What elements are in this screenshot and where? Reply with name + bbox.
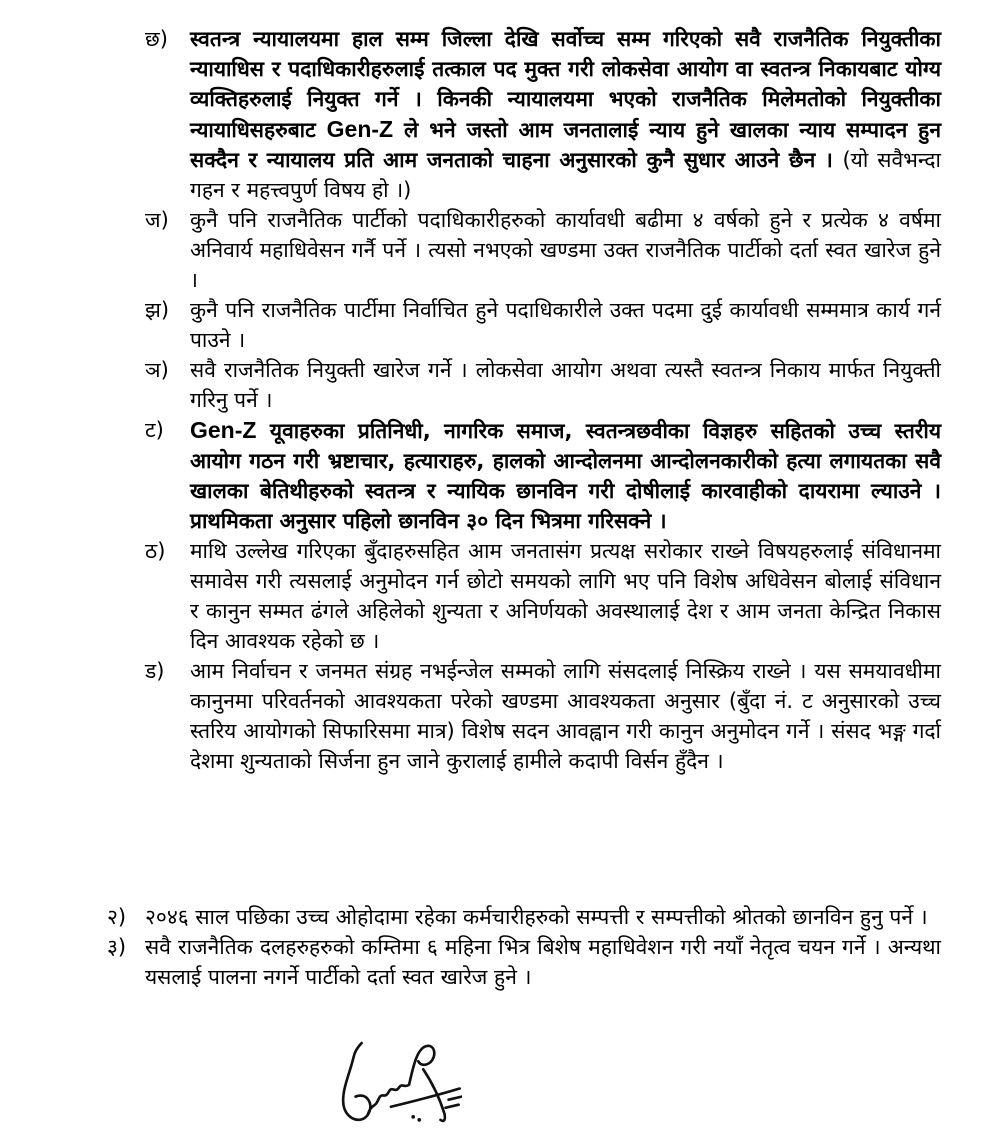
text-segment: कुनै पनि राजनैतिक पार्टीको पदाधिकारीहरुको कार्यावधी बढीमा ४ वर्षको हुने र प्रत्येक ४ वर्षमा अनिवार्य महाधिवेसन गर्नै पर्ने । त्यसो नभएको खण्डमा उक्त राजनैतिक पार्टीको दर्ता स्वत खारेज हुने । — [190, 208, 941, 292]
list-item-ta — [145, 415, 941, 536]
item-text-chha — [190, 24, 941, 205]
list-item-da — [145, 656, 941, 776]
item-marker-nya: ञ) — [145, 358, 169, 382]
item-marker-da: ड) — [145, 659, 165, 683]
item-text-nya — [190, 355, 941, 415]
text-segment: सवै राजनैतिक दलहरुहरुको कम्तिमा ६ महिना भित्र बिशेष महाधिवेशन गरी नयाँ नेतृत्व चयन गर्ने । अन्यथा यसलाई पालना नगर्ने पार्टीको दर्ता स्वत खारेज हुने । — [145, 935, 941, 989]
item-marker-jha: झ) — [145, 298, 170, 322]
item-marker-ja: ज) — [145, 208, 169, 232]
text-segment: कुनै पनि राजनैतिक पार्टीमा निर्वाचित हुने पदाधिकारीले उक्त पदमा दुई कार्यावधी सम्ममात्र कार्य गर्न पाउने । — [190, 298, 941, 352]
list-item-chha — [145, 24, 941, 205]
item-marker-tha: ठ) — [145, 539, 166, 563]
signature-icon — [330, 1036, 462, 1132]
item-marker-ta: ट) — [145, 418, 164, 442]
item-text-ja — [190, 205, 941, 295]
list-item-tha — [145, 536, 941, 656]
text-segment: सवै राजनैतिक नियुक्ती खारेज गर्ने । लोकसेवा आयोग अथवा त्यस्तै स्वतन्त्र निकाय मार्फत नियुक्ती गरिनु पर्ने । — [190, 358, 941, 412]
item-text-two — [145, 902, 941, 932]
text-segment: माथि उल्लेख गरिएका बुँदाहरुसहित आम जनतासंग प्रत्यक्ष सरोकार राख्ने विषयहरुलाई संविधानमा समावेस गरी त्यसलाई अनुमोदन गर्न छोटो समयको लागि भए पनि विशेष अधिवेसन बोलाई संविधान र कानुन सम्मत ढंगले अहिलेको शुन्यता र अनिर्णयको अवस्थालाई देश र आम जनता केन्द्रित निकास दिन आवश्यक रहेको छ । — [190, 539, 941, 653]
text-segment: Gen-Z — [190, 417, 257, 443]
list-item-two — [107, 902, 941, 932]
text-segment: (यो सवैभन्दा गहन र महत्त्वपुर्ण विषय हो ।) — [190, 148, 941, 202]
item-text-three — [145, 932, 941, 992]
text-segment: आम निर्वाचन र जनमत संग्रह नभईन्जेल सम्मको लागि संसदलाई निस्क्रिय राख्ने । यस समयावधीमा कानुनमा परिवर्तनको आवश्यकता परेको खण्डमा आवश्यकता अनुसार (बुँदा नं. ट अनुसारको उच्च स्तरिय आयोगको सिफारिसमा मात्र) विशेष सदन आवह्वान गरी कानुन अनुमोदन गर्ने । संसद भङ्ग गर्दा देशमा शुन्यताको सिर्जना हुन जाने कुरालाई हामीले कदापी विर्सन हुँदैन । — [190, 659, 941, 773]
item-text-da — [190, 656, 941, 776]
list-item-three — [107, 932, 941, 992]
list-item-jha — [145, 295, 941, 355]
item-marker-three: ३) — [107, 935, 127, 959]
item-text-jha — [190, 295, 941, 355]
text-segment: स्वतन्त्र न्यायालयमा हाल सम्म जिल्ला देखि सर्वोच्च सम्म गरिएको सवै राजनैतिक नियुक्तीका न्यायाधिस र पदाधिकारीहरुलाई तत्काल पद मुक्त गरी लोकसेवा आयोग वा स्वतन्त्र निकायबाट योग्य व्यक्तिहरुलाई नियुक्त गर्ने । किनकी न्यायालयमा भएको राजनैतिक मिलेमतोको नियुक्तीका न्यायाधिसहरुबाट — [190, 27, 941, 142]
item-marker-chha: छ) — [145, 27, 168, 51]
text-segment: २०४६ साल पछिका उच्च ओहोदामा रहेका कर्मचारीहरुको सम्पत्ती र सम्पत्तीको श्रोतको छानविन हुनु पर्ने । — [145, 905, 928, 929]
text-segment: ले भने जस्तो आम जनतालाई न्याय हुने खालका न्याय सम्पादन हुन सक्दैन र न्यायालय प्रति आम जनताको चाहना अनुसारको कुनै सुधार आउने छैन । — [190, 118, 941, 172]
list-item-nya — [145, 355, 941, 415]
text-segment: Gen-Z — [326, 116, 394, 142]
list-item-ja — [145, 205, 941, 295]
item-text-tha — [190, 536, 941, 656]
lettered-item-list — [145, 24, 941, 776]
text-segment: यूवाहरुका प्रतिनिधी, नागरिक समाज, स्वतन्त्रछवीका विज्ञहरु सहितको उच्च स्तरीय आयोग गठन गरी भ्रष्टाचार, हत्याराहरु, हालको आन्दोलनमा आन्दोलनकारीको हत्या लगायतका सवै खालका बेतिथीहरुको स्वतन्त्र र न्यायिक छानविन गरी दोषीलाई कारवाहीको दायरामा ल्याउने । प्राथमिकता अनुसार पहिलो छानविन ३० दिन भित्रमा गरिसक्ने । — [190, 419, 941, 533]
handwritten-signature — [330, 1036, 462, 1132]
numbered-item-list — [107, 902, 941, 992]
item-marker-two: २) — [107, 905, 127, 929]
item-text-ta — [190, 415, 941, 536]
